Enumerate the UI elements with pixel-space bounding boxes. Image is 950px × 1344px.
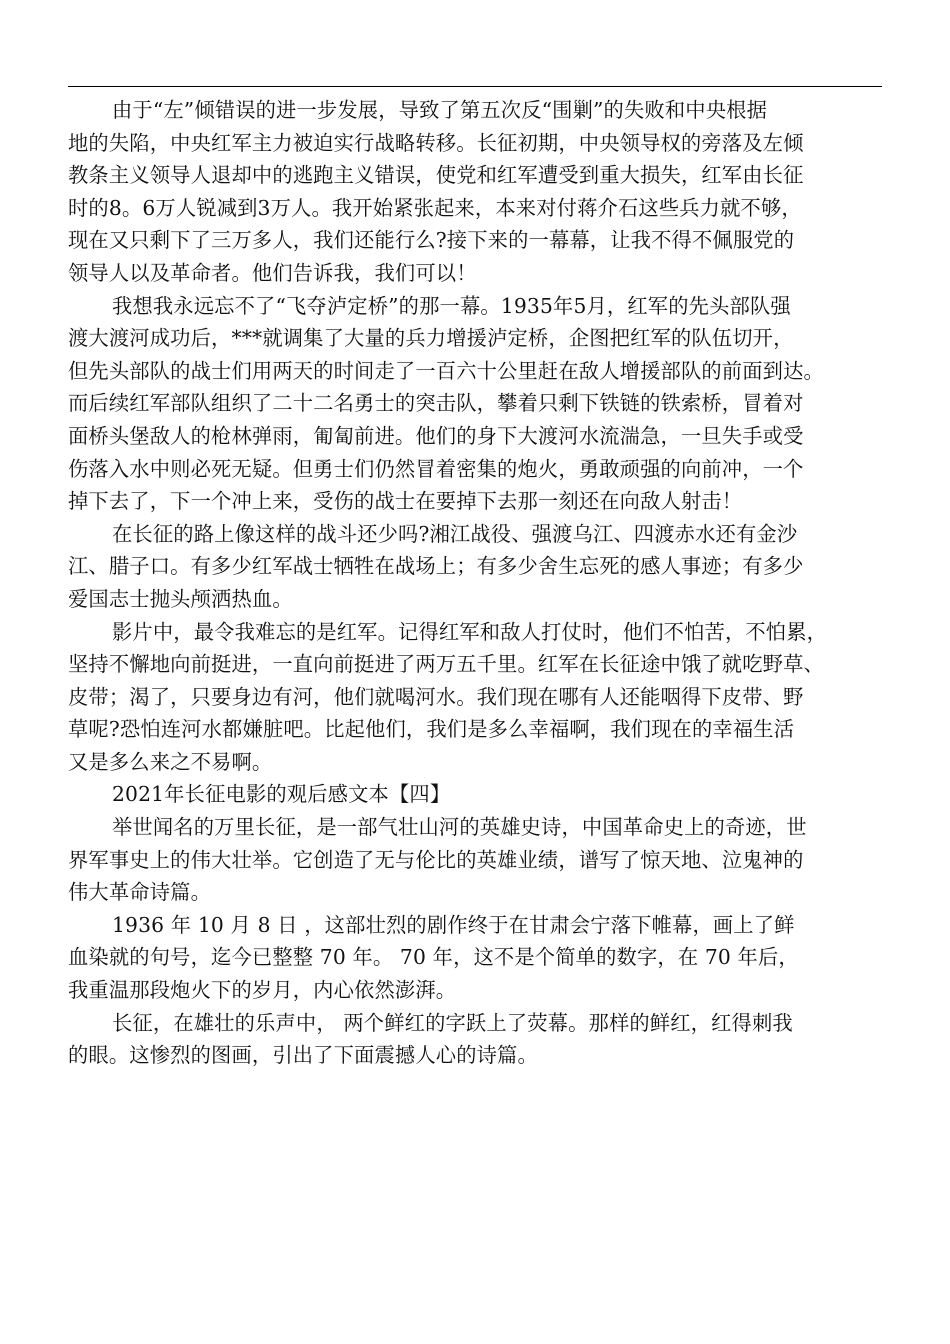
text-line: 我想我永远忘不了“飞夺泸定桥”的那一幕。1935年5月，红军的先头部队强 xyxy=(112,293,791,318)
text-line: 现在又只剩下了三万多人，我们还能行么?接下来的一幕幕，让我不得不佩服党的 xyxy=(68,228,795,253)
text-line: 江、腊子口。有多少红军战士牺牲在战场上；有多少舍生忘死的感人事迹；有多少 xyxy=(68,554,804,579)
text-line: 渡大渡河成功后，***就调集了大量的兵力增援泸定桥，企图把红军的队伍切开， xyxy=(68,326,794,351)
text-line: 伤落入水中则必死无疑。但勇士们仍然冒着密集的炮火，勇敢顽强的向前冲，一个 xyxy=(68,456,804,481)
text-line: 爱国志士抛头颅洒热血。 xyxy=(68,586,293,611)
text-line: 教条主义领导人退却中的逃跑主义错误，使党和红军遭受到重大损失，红军由长征 xyxy=(68,163,804,188)
text-line: 皮带；渴了，只要身边有河，他们就喝河水。我们现在哪有人还能咽得下皮带、野 xyxy=(68,684,804,709)
text-line: 由于“左”倾错误的进一步发展，导致了第五次反“围剿”的失败和中央根据 xyxy=(112,98,768,122)
text-line: 草呢?恐怕连河水都嫌脏吧。比起他们，我们是多么幸福啊，我们现在的幸福生活 xyxy=(68,717,795,742)
text-line: 在长征的路上像这样的战斗还少吗?湘江战役、强渡乌江、四渡赤水还有金沙 xyxy=(112,521,798,546)
text-line: 血染就的句号，迄今已整整 70 年。 70 年，这不是个简单的数字，在 70 年后， xyxy=(68,945,799,970)
text-line: 但先头部队的战士们用两天的时间走了一百六十公里赶在敌人增援部队的前面到达。 xyxy=(68,358,824,383)
text-line: 地的失陷，中央红军主力被迫实行战略转移。长征初期，中央领导权的旁落及左倾 xyxy=(68,130,804,155)
text-line: 的眼。这惨烈的图画，引出了下面震撼人心的诗篇。 xyxy=(68,1043,538,1068)
text-line: 掉下去了，下一个冲上来，受伤的战士在要掉下去那一刻还在向敌人射击！ xyxy=(68,489,743,514)
text-line: 长征，在雄壮的乐声中， 两个鲜红的字跃上了荧幕。那样的鲜红，红得刺我 xyxy=(112,1010,793,1035)
text-line: 界军事史上的伟大壮举。它创造了无与伦比的英雄业绩，谱写了惊天地、泣鬼神的 xyxy=(68,847,804,872)
text-line: 举世闻名的万里长征，是一部气壮山河的英雄史诗，中国革命史上的奇迹，世 xyxy=(112,815,807,840)
text-line: 坚持不懈地向前挺进，一直向前挺进了两万五千里。红军在长征途中饿了就吃野草、 xyxy=(68,652,824,677)
text-line: 我重温那段炮火下的岁月，内心依然澎湃。 xyxy=(68,978,457,1003)
header-rule xyxy=(68,86,882,87)
text-line: 影片中，最令我难忘的是红军。记得红军和敌人打仗时，他们不怕苦，不怕累， xyxy=(112,619,828,644)
text-line: 领导人以及革命者。他们告诉我，我们可以！ xyxy=(68,260,477,285)
text-line: 时的8。6万人锐减到3万人。我开始紧张起来，本来对付蒋介石这些兵力就不够， xyxy=(68,195,802,220)
text-line: 1936 年 10 月 8 日 ，这部壮烈的剧作终于在甘肃会宁落下帷幕，画上了鲜 xyxy=(112,912,795,937)
text-line: 面桥头堡敌人的枪林弹雨，匍匐前进。他们的身下大渡河水流湍急，一旦失手或受 xyxy=(68,423,804,448)
text-line: 伟大革命诗篇。 xyxy=(68,880,212,905)
body-text xyxy=(68,94,888,1072)
text-line: 又是多么来之不易啊。 xyxy=(68,749,273,774)
text-line: 而后续红军部队组织了二十二名勇士的突击队，攀着只剩下铁链的铁索桥，冒着对 xyxy=(68,391,804,416)
text-line: 2021年长征电影的观后感文本【四】 xyxy=(112,782,451,807)
